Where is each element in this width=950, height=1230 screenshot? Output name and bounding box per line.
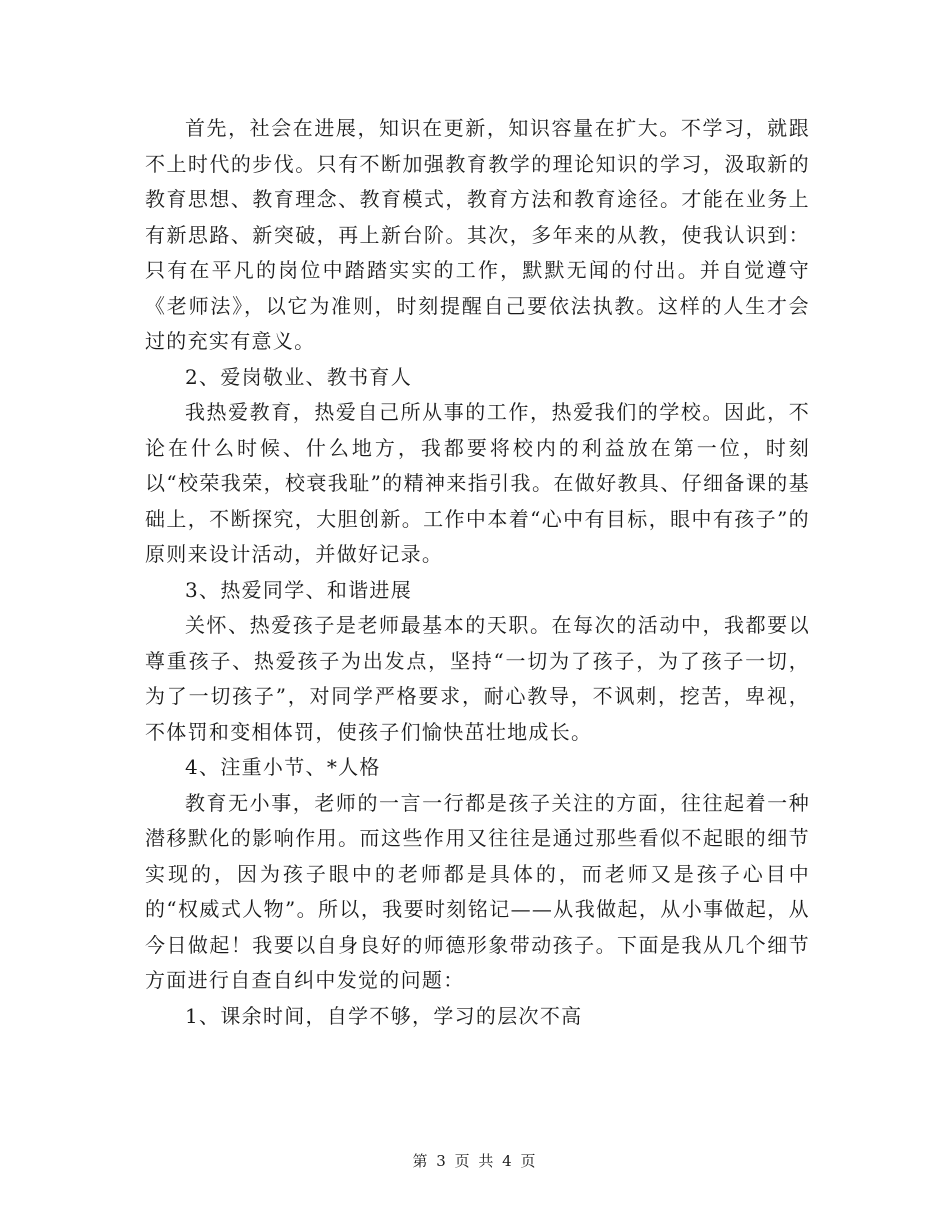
paragraph-love-students: 关怀、热爱孩子是老师最基本的天职。在每次的活动中，我都要以尊重孩子、热爱孩子为出发点，坚持“一切为了孩子，为了孩子一切，为了一切孩子”，对同学严格要求，耐心教导，不讽刺，挖苦，卑视，不体罚和变相体罚，使孩子们愉快茁壮地成长。 [145, 613, 810, 744]
heading-love-job: 2、爱岗敬业、教书育人 [185, 364, 413, 389]
heading-details: 4、注重小节、*人格 [185, 755, 381, 779]
paragraph-intro: 首先，社会在进展，知识在更新，知识容量在扩大。不学习，就跟不上时代的步伐。只有不断加强教育教学的理论知识的学习，汲取新的教育思想、教育理念、教育模式，教育方法和教育途径。才能在业务上有新思路、新突破，再上新台阶。其次，多年来的从教，使我认识到：只有在平凡的岗位中踏踏实实的工作，默默无闻的付出。并自觉遵守《老师法》，以它为准则，时刻提醒自己要依法执教。这样的人生才会过的充实有意义。 [145, 116, 810, 353]
document-body [145, 111, 810, 1034]
paragraph-details: 教育无小事，老师的一言一行都是孩子关注的方面，往往起着一种潜移默化的影响作用。而这些作用又往往是通过那些看似不起眼的细节实现的，因为孩子眼中的老师都是具体的，而老师又是孩子心目中的“权威式人物”。所以，我要时刻铭记——从我做起，从小事做起，从今日做起！我要以自身良好的师德形象带动孩子。下面是我从几个细节方面进行自查自纠中发觉的问题： [145, 790, 810, 992]
page-footer: 第 3 页 共 4 页 [412, 1152, 538, 1170]
list-item-self-study: 1、课余时间，自学不够，学习的层次不高 [185, 1003, 583, 1028]
heading-love-students: 3、热爱同学、和谐进展 [185, 577, 413, 602]
paragraph-love-job: 我热爱教育，热爱自己所从事的工作，热爱我们的学校。因此，不论在什么时候、什么地方，我都要将校内的利益放在第一位，时刻以“校荣我荣，校衰我耻”的精神来指引我。在做好教具、仔细备课的基础上，不断探究，大胆创新。工作中本着“心中有目标，眼中有孩子”的原则来设计活动，并做好记录。 [145, 400, 810, 566]
